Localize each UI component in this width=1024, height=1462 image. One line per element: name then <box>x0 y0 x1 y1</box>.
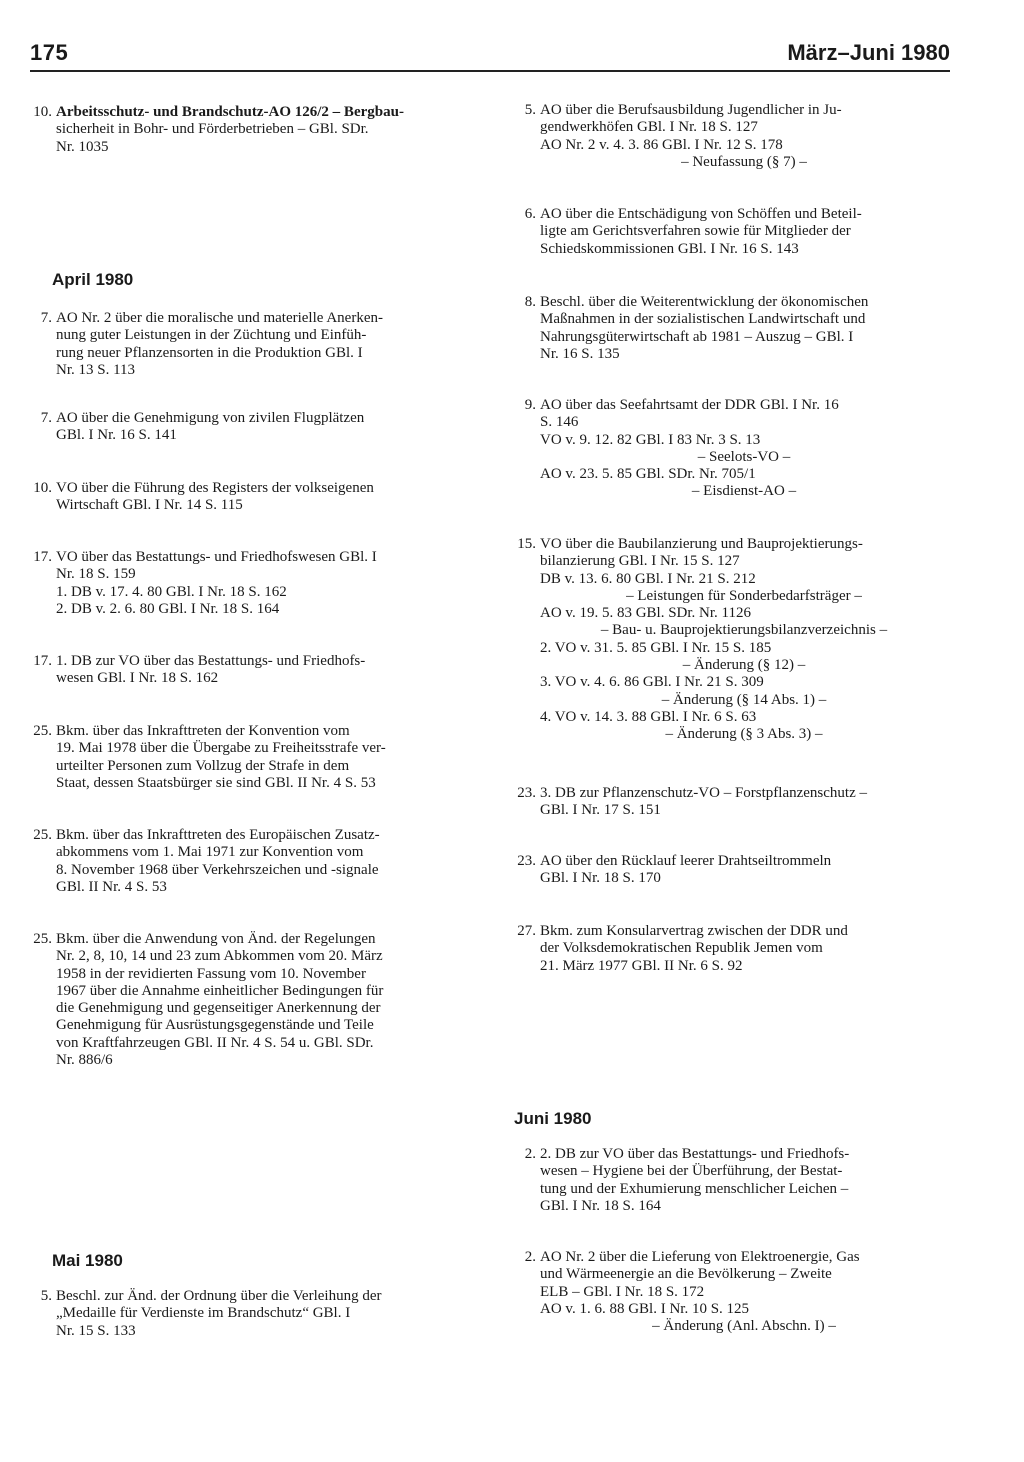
page-header <box>30 36 950 72</box>
section-heading-juni: Juni 1980 <box>514 1109 592 1128</box>
section-heading-april: April 1980 <box>52 270 134 289</box>
section-heading-mai: Mai 1980 <box>52 1251 123 1270</box>
page-number: 175 <box>30 40 69 65</box>
date-range: März–Juni 1980 <box>787 40 950 65</box>
